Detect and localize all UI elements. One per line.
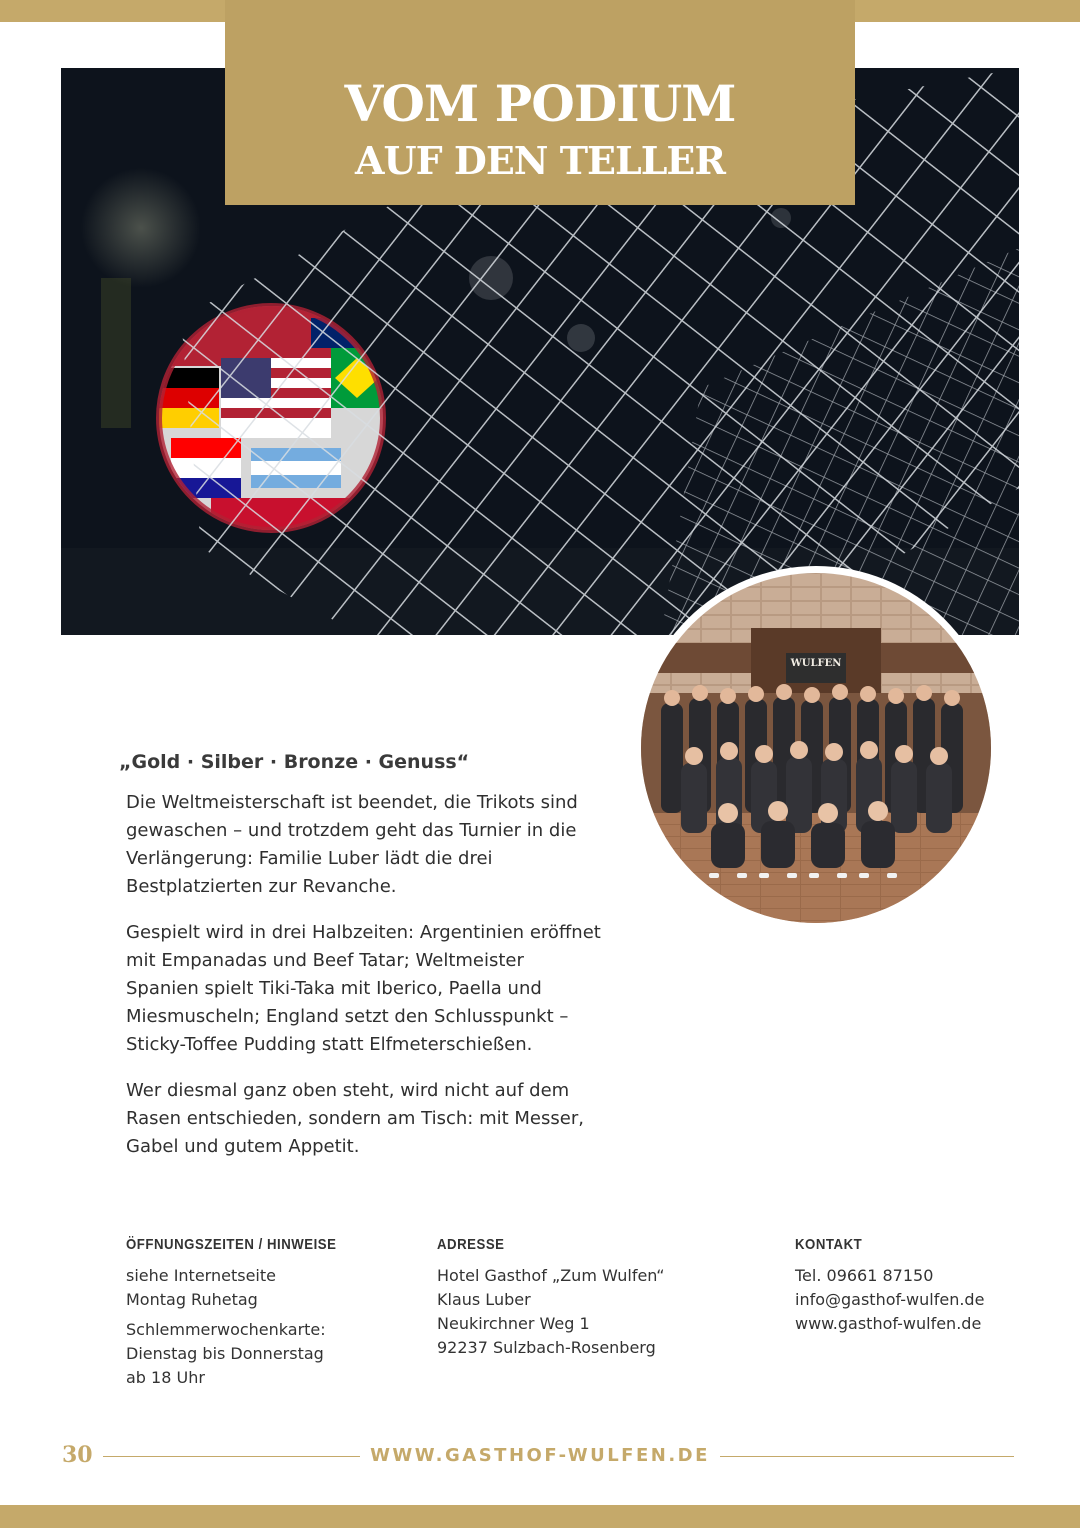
- headline-line-2: AUF DEN TELLER: [355, 138, 725, 183]
- address-line: Neukirchner Weg 1: [437, 1314, 590, 1333]
- bottom-gold-band: [0, 1505, 1080, 1528]
- contact-heading: KONTAKT: [795, 1236, 863, 1253]
- contact-column: [795, 1233, 1025, 1336]
- opening-hours-column: [126, 1233, 386, 1390]
- address-line: Klaus Luber: [437, 1290, 531, 1309]
- address-line: 92237 Sulzbach-Rosenberg: [437, 1338, 656, 1357]
- address-heading: ADRESSE: [437, 1236, 505, 1253]
- headline-line-1: VOM PODIUM: [344, 74, 736, 133]
- headline-box: [225, 0, 855, 205]
- contact-website[interactable]: www.gasthof-wulfen.de: [795, 1314, 982, 1333]
- address-column: [437, 1233, 757, 1360]
- contact-phone[interactable]: Tel. 09661 87150: [795, 1266, 934, 1285]
- team-group-illustration: [641, 573, 991, 923]
- footer-divider-right: [720, 1456, 1014, 1457]
- article-paragraph-1: Die Weltmeisterschaft ist beendet, die Trikots sind gewaschen – und trotzdem geht das Turnier in die Verlängerung: Familie Luber lädt die drei Bestplatzierten zur Revanche.: [126, 792, 578, 897]
- page-number: 30: [62, 1442, 93, 1468]
- footer-divider-left: [103, 1456, 360, 1457]
- footer-website[interactable]: WWW.GASTHOF-WULFEN.DE: [370, 1445, 710, 1466]
- team-photo-circle: [634, 566, 998, 930]
- hours-line: Schlemmerwochenkarte:: [126, 1320, 326, 1339]
- article-paragraph-2: Gespielt wird in drei Halbzeiten: Argentinien eröffnet mit Empanadas und Beef Tatar; Weltmeister Spanien spielt Tiki-Taka mit Iberico, Paella und Miesmuscheln; England setzt den Schlusspunkt – Sticky-Toffee Pudding statt Elfmeterschießen.: [126, 922, 601, 1055]
- hours-line: ab 18 Uhr: [126, 1368, 205, 1387]
- hours-line: siehe Internetseite: [126, 1266, 276, 1285]
- article-paragraph-3: Wer diesmal ganz oben steht, wird nicht auf dem Rasen entschieden, sondern am Tisch: mit Messer, Gabel und gutem Appetit.: [126, 1080, 584, 1157]
- article-quote: „Gold · Silber · Bronze · Genuss“: [119, 751, 470, 773]
- hours-line: Montag Ruhetag: [126, 1290, 258, 1309]
- address-line: Hotel Gasthof „Zum Wulfen“: [437, 1266, 665, 1285]
- contact-email[interactable]: info@gasthof-wulfen.de: [795, 1290, 985, 1309]
- hours-line: Dienstag bis Donnerstag: [126, 1344, 324, 1363]
- opening-hours-heading: ÖFFNUNGSZEITEN / HINWEISE: [126, 1236, 337, 1253]
- wulfen-sign: WULFEN: [790, 658, 842, 669]
